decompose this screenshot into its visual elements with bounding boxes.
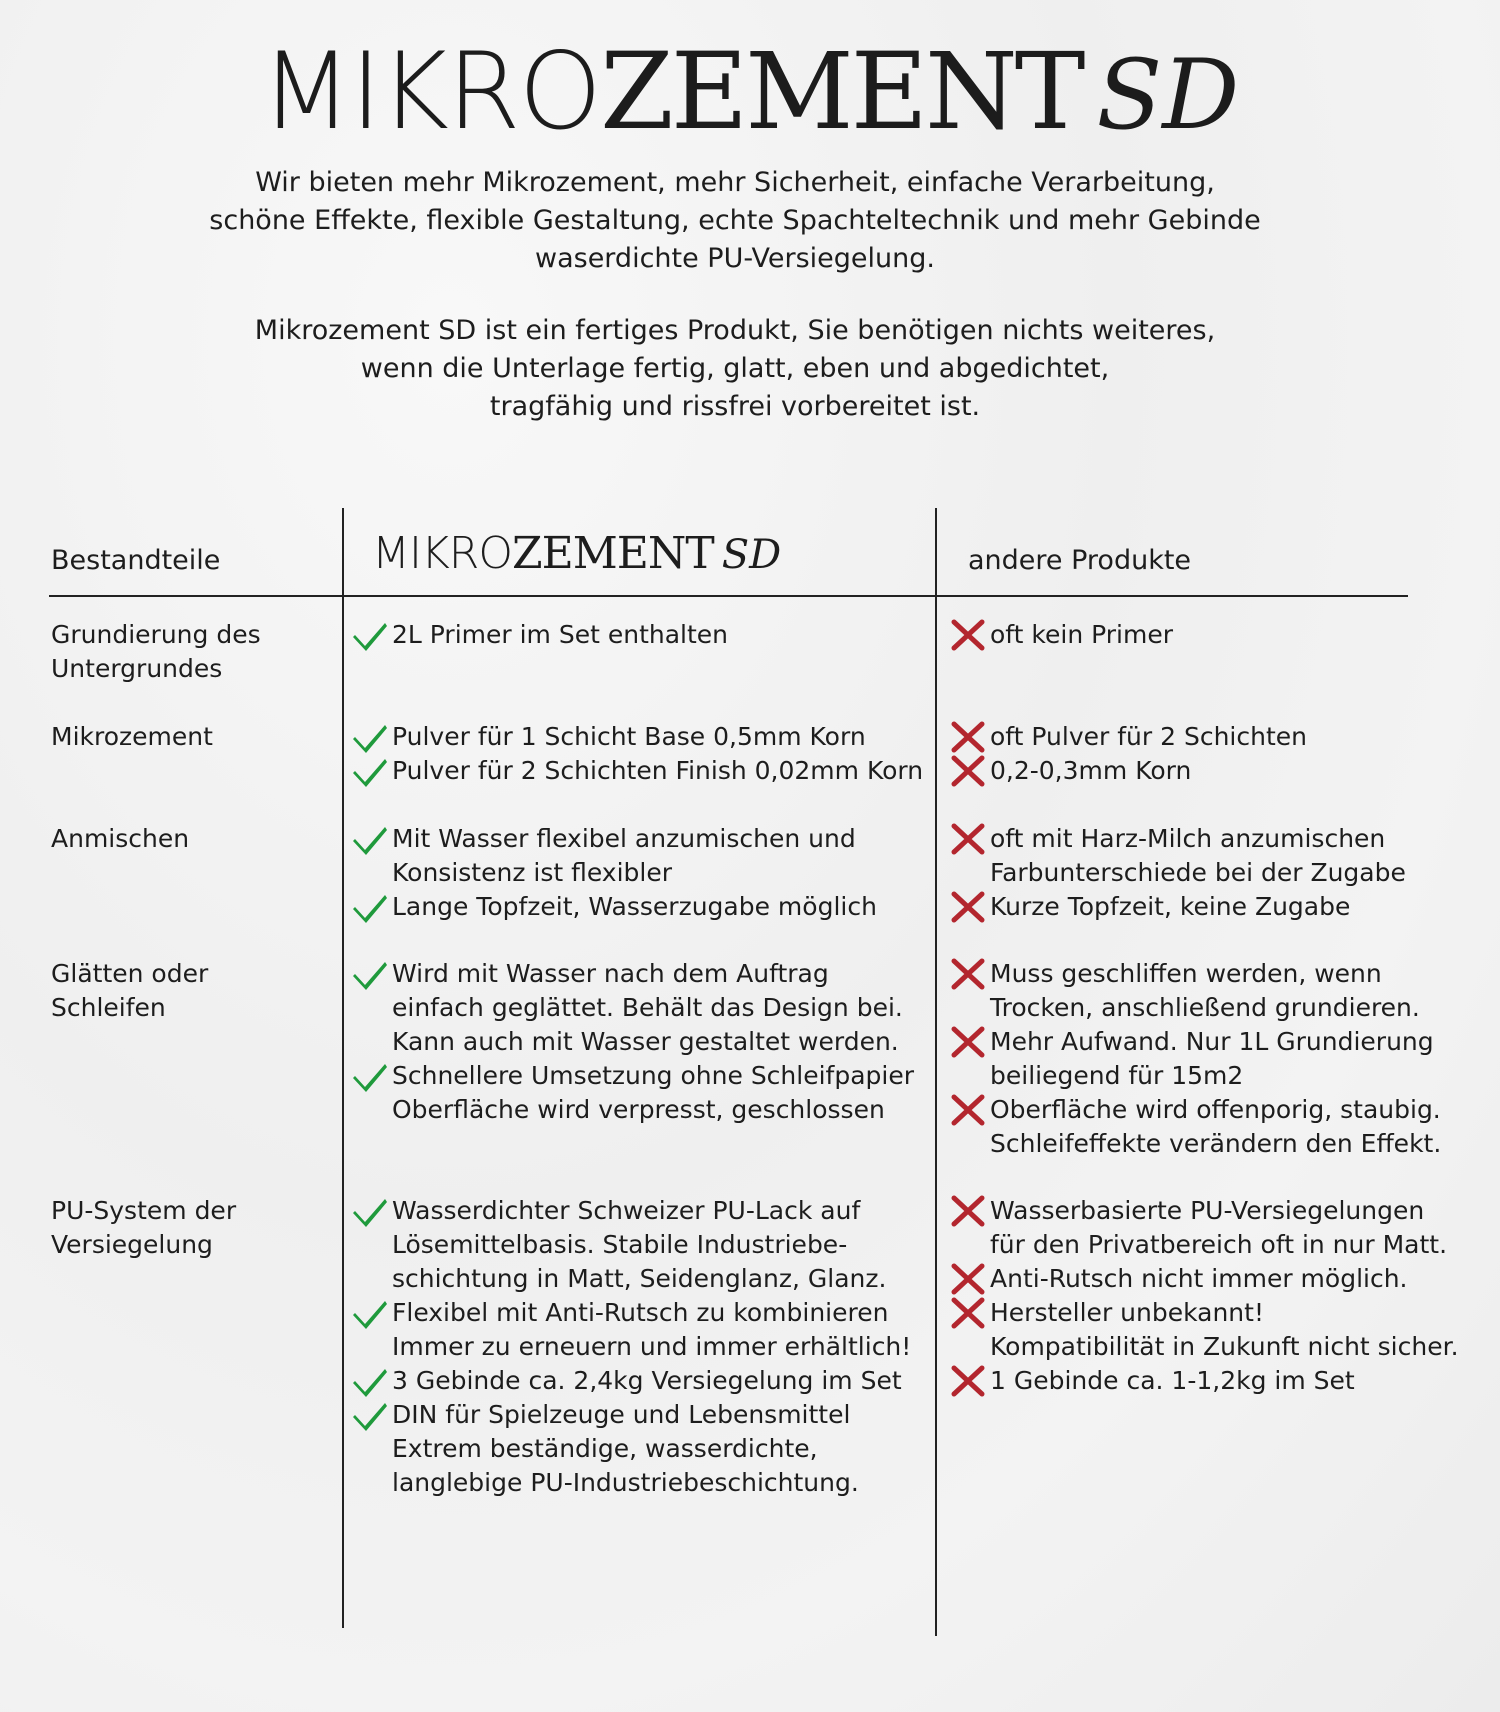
row-label: [51, 1194, 336, 1262]
cross-icon: [950, 957, 986, 991]
other-feature-item: [950, 1025, 1490, 1093]
sd-feature-item: [352, 618, 942, 652]
other-feature-item: [950, 1296, 1490, 1364]
other-feature-item: [950, 890, 1490, 924]
row-label-line: Untergrundes: [51, 654, 223, 683]
row-label-line: Anmischen: [51, 824, 190, 853]
feature-text-line: Mit Wasser flexibel anzumischen und: [392, 824, 856, 853]
other-column-cell: [950, 618, 1490, 652]
feature-text-line: Extrem beständige, wasserdichte,: [392, 1434, 818, 1463]
feature-text-line: Hersteller unbekannt!: [990, 1298, 1264, 1327]
feature-text-line: 3 Gebinde ca. 2,4kg Versiegelung im Set: [392, 1366, 902, 1395]
sd-feature-item: [352, 720, 942, 754]
feature-text-line: Muss geschliffen werden, wenn: [990, 959, 1382, 988]
cross-icon: [950, 890, 986, 924]
other-feature-item: [950, 822, 1490, 890]
sd-column-cell: [352, 957, 942, 1127]
check-icon: [352, 1194, 388, 1228]
intro-line: waserdichte PU-Versiegelung.: [535, 243, 935, 274]
cross-icon: [950, 1364, 986, 1398]
feature-text-line: Kompatibilität in Zukunft nicht sicher.: [990, 1332, 1459, 1361]
feature-text-line: 1 Gebinde ca. 1-1,2kg im Set: [990, 1366, 1355, 1395]
feature-text-line: oft mit Harz-Milch anzumischen: [990, 824, 1386, 853]
feature-text-line: einfach geglättet. Behält das Design bei.: [392, 993, 903, 1022]
feature-text-line: Trocken, anschließend grundieren.: [990, 993, 1420, 1022]
feature-text-line: Pulver für 1 Schicht Base 0,5mm Korn: [392, 722, 866, 751]
brand-word-mikro: MIKRO: [260, 30, 601, 153]
other-feature-item: [950, 1364, 1490, 1398]
check-icon: [352, 1398, 388, 1432]
feature-text-line: Lösemittelbasis. Stabile Industriebe-: [392, 1230, 848, 1259]
feature-text-line: Kann auch mit Wasser gestaltet werden.: [392, 1027, 899, 1056]
header-brand-mikro: MIKRO: [372, 528, 512, 579]
feature-text-line: Flexibel mit Anti-Rutsch zu kombinieren: [392, 1298, 889, 1327]
sd-feature-item: [352, 1364, 942, 1398]
feature-text-line: schichtung in Matt, Seidenglanz, Glanz.: [392, 1264, 887, 1293]
feature-text-line: Wasserbasierte PU-Versiegelungen: [990, 1196, 1425, 1225]
row-label-line: Versiegelung: [51, 1230, 213, 1259]
cross-icon: [950, 1025, 986, 1059]
intro-paragraph-2: [150, 312, 1320, 426]
row-label-line: Grundierung des: [51, 620, 261, 649]
brand-logo: [0, 30, 1500, 153]
feature-text-line: Oberfläche wird verpresst, geschlossen: [392, 1095, 885, 1124]
feature-text-line: für den Privatbereich oft in nur Matt.: [990, 1230, 1448, 1259]
intro-line: wenn die Unterlage fertig, glatt, eben und abgedichtet,: [360, 353, 1110, 384]
row-label-line: Mikrozement: [51, 722, 213, 751]
sd-feature-item: [352, 822, 942, 890]
other-feature-item: [950, 1194, 1490, 1262]
check-icon: [352, 720, 388, 754]
feature-text-line: Immer zu erneuern und immer erhältlich!: [392, 1332, 912, 1361]
header-components: Bestandteile: [51, 545, 221, 576]
row-label: [51, 618, 336, 686]
sd-column-cell: [352, 1194, 942, 1500]
feature-text-line: Schnellere Umsetzung ohne Schleifpapier: [392, 1061, 915, 1090]
row-label-line: Glätten oder: [51, 959, 209, 988]
other-column-cell: [950, 720, 1490, 788]
cross-icon: [950, 822, 986, 856]
row-label: [51, 720, 336, 754]
intro-paragraph-1: [150, 164, 1320, 278]
header-other-products: andere Produkte: [968, 545, 1192, 576]
other-feature-item: [950, 1093, 1490, 1161]
intro-line: Wir bieten mehr Mikrozement, mehr Sicherheit, einfache Verarbeitung,: [255, 167, 1215, 198]
other-column-cell: [950, 822, 1490, 924]
cross-icon: [950, 1093, 986, 1127]
check-icon: [352, 618, 388, 652]
feature-text-line: Wasserdichter Schweizer PU-Lack auf: [392, 1196, 861, 1225]
check-icon: [352, 890, 388, 924]
other-feature-item: [950, 754, 1490, 788]
cross-icon: [950, 1262, 986, 1296]
other-feature-item: [950, 618, 1490, 652]
cross-icon: [950, 1194, 986, 1228]
feature-text-line: Anti-Rutsch nicht immer möglich.: [990, 1264, 1408, 1293]
other-column-cell: [950, 1194, 1490, 1398]
feature-text-line: oft Pulver für 2 Schichten: [990, 722, 1307, 751]
brand-sd-script: SD: [1096, 39, 1240, 151]
cross-icon: [950, 618, 986, 652]
check-icon: [352, 1059, 388, 1093]
feature-text-line: 0,2-0,3mm Korn: [990, 756, 1192, 785]
check-icon: [352, 957, 388, 991]
cross-icon: [950, 754, 986, 788]
intro-line: Mikrozement SD ist ein fertiges Produkt, Sie benötigen nichts weiteres,: [254, 315, 1216, 346]
row-label-line: PU-System der: [51, 1196, 237, 1225]
sd-feature-item: [352, 1059, 942, 1127]
sd-column-cell: [352, 822, 942, 924]
check-icon: [352, 1364, 388, 1398]
feature-text-line: Lange Topfzeit, Wasserzugabe möglich: [392, 892, 877, 921]
other-feature-item: [950, 720, 1490, 754]
sd-feature-item: [352, 1194, 942, 1296]
intro-line: tragfähig und rissfrei vorbereitet ist.: [489, 391, 981, 422]
check-icon: [352, 1296, 388, 1330]
feature-text-line: 2L Primer im Set enthalten: [392, 620, 729, 649]
sd-feature-item: [352, 1398, 942, 1500]
sd-column-cell: [352, 720, 942, 788]
check-icon: [352, 822, 388, 856]
sd-feature-item: [352, 957, 942, 1059]
sd-feature-item: [352, 890, 942, 924]
header-brand-zement: ZEMENT: [512, 528, 714, 579]
sd-feature-item: [352, 754, 942, 788]
feature-text-line: Mehr Aufwand. Nur 1L Grundierung: [990, 1027, 1434, 1056]
other-feature-item: [950, 957, 1490, 1025]
feature-text-line: Konsistenz ist flexibler: [392, 858, 673, 887]
row-label-line: Schleifen: [51, 993, 166, 1022]
cross-icon: [950, 720, 986, 754]
header-rule: [49, 595, 1408, 597]
brand-word-zement: ZEMENT: [600, 30, 1083, 153]
row-label: [51, 822, 336, 856]
sd-feature-item: [352, 1296, 942, 1364]
header-brand-sd: SD: [721, 532, 782, 578]
feature-text-line: langlebige PU-Industriebeschichtung.: [392, 1468, 859, 1497]
intro-line: schöne Effekte, flexible Gestaltung, echte Spachteltechnik und mehr Gebinde: [209, 205, 1261, 236]
feature-text-line: oft kein Primer: [990, 620, 1173, 649]
feature-text-line: beiliegend für 15m2: [990, 1061, 1244, 1090]
column-divider-left: [342, 508, 344, 1628]
other-feature-item: [950, 1262, 1490, 1296]
feature-text-line: Farbunterschiede bei der Zugabe: [990, 858, 1406, 887]
feature-text-line: Kurze Topfzeit, keine Zugabe: [990, 892, 1351, 921]
other-column-cell: [950, 957, 1490, 1161]
feature-text-line: Wird mit Wasser nach dem Auftrag: [392, 959, 829, 988]
header-brand-logo: [372, 528, 781, 579]
feature-text-line: Oberfläche wird offenporig, staubig.: [990, 1095, 1441, 1124]
sd-column-cell: [352, 618, 942, 652]
feature-text-line: Pulver für 2 Schichten Finish 0,02mm Korn: [392, 756, 924, 785]
row-label: [51, 957, 336, 1025]
feature-text-line: Schleifeffekte verändern den Effekt.: [990, 1129, 1442, 1158]
cross-icon: [950, 1296, 986, 1330]
feature-text-line: DIN für Spielzeuge und Lebensmittel: [392, 1400, 851, 1429]
check-icon: [352, 754, 388, 788]
